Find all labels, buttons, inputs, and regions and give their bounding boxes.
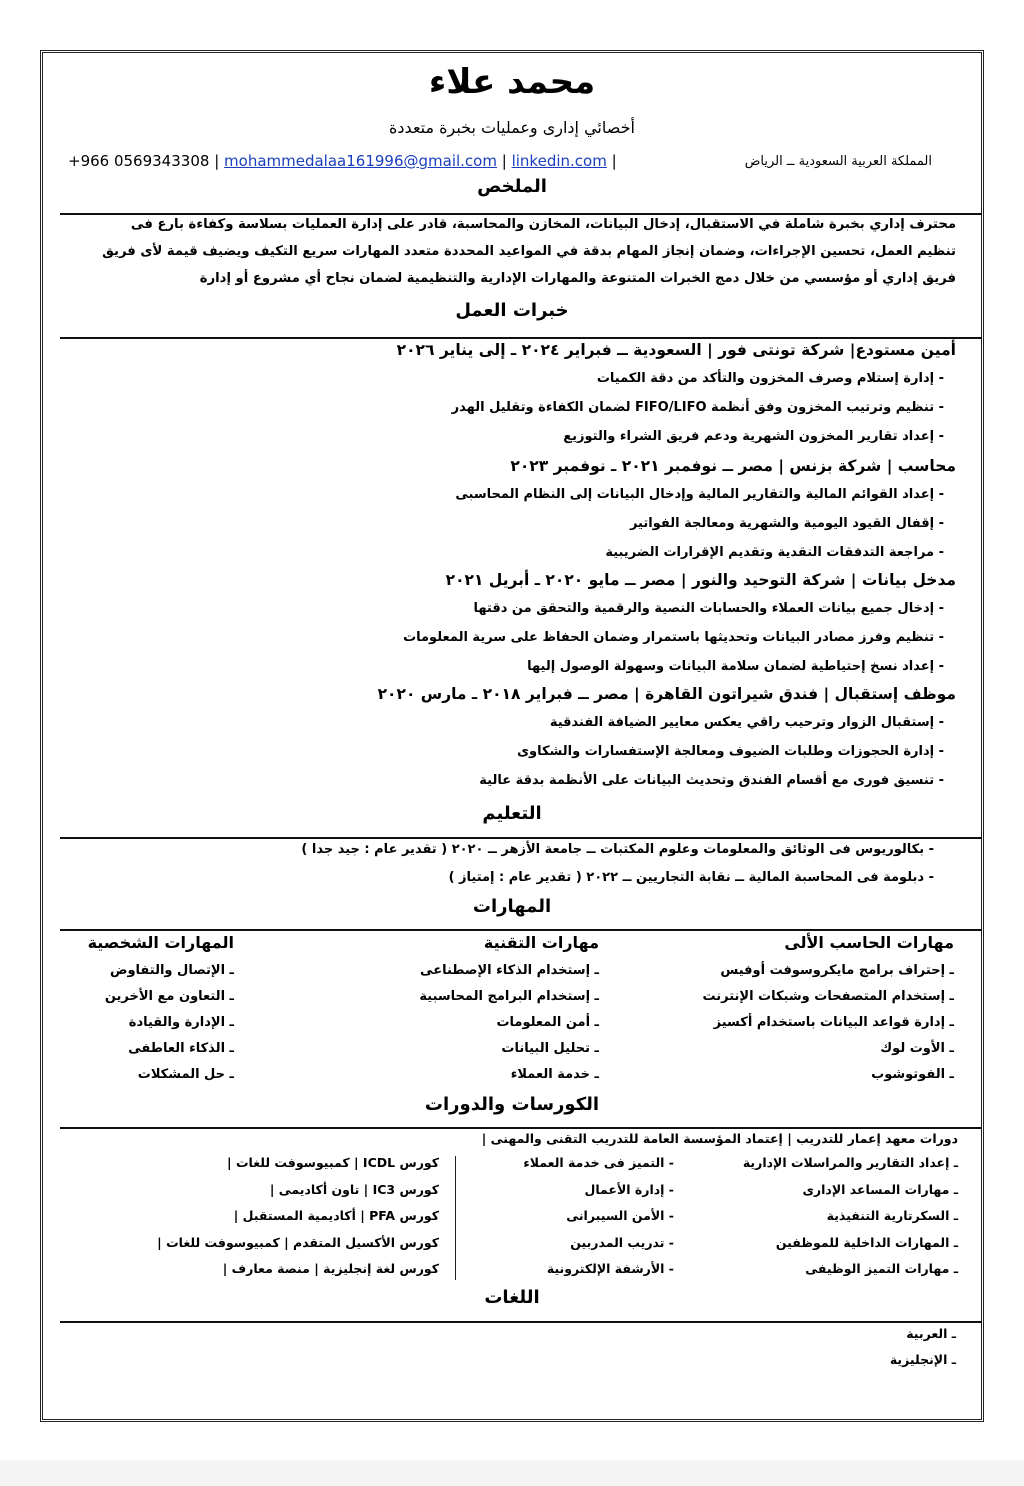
course-item: كورس لغة إنجليزية | منصة معارف | (222, 1261, 439, 1276)
job-bullet: - إدخال جميع بيانات العملاء والحسابات النصية والرقمية والتحقق من دقتها (473, 601, 944, 616)
skill-item: ـ أمن المعلومات (496, 1015, 599, 1030)
phone: +966 0569343308 (68, 152, 210, 170)
summary-line: تنظيم العمل، تحسين الإجراءات، وضمان إنجاز المهام بدقة في المواعيد المحددة متعدد المهارات سريع التكيف ويضيف قيمة لأى فريق (102, 244, 956, 259)
skill-item: ـ إستخدام البرامج المحاسبية (419, 989, 599, 1004)
job-title: محاسب | شركة بزنس | مصر ــ نوفمبر ٢٠٢١ ـ نوفمبر ٢٠٢٣ (510, 457, 956, 475)
job-bullet: - تنظيم وترتيب المخزون وفق أنظمة FIFO/LIFO لضمان الكفاءة وتقليل الهدر (451, 400, 944, 415)
job-bullet: - إعداد القوائم المالية والتقارير المالية وإدخال البيانات إلى النظام المحاسبى (455, 487, 944, 502)
job-bullet: - تنظيم وفرز مصادر البيانات وتحديثها باستمرار وضمان الحفاظ على سرية المعلومات (403, 630, 944, 645)
job-title: أخصائي إدارى وعمليات بخبرة متعددة (389, 118, 635, 137)
summary-heading: الملخص (477, 176, 547, 197)
course-item: ـ إعداد التقارير والمراسلات الإدارية (742, 1155, 958, 1170)
course-item: - التميز فى خدمة العملاء (523, 1155, 674, 1170)
job-bullet: - إدارة الحجوزات وطلبات الضيوف ومعالجة الإستفسارات والشكاوى (517, 744, 944, 759)
separator: | (611, 152, 617, 170)
skill-item: ـ الإدارة والقيادة (128, 1015, 234, 1030)
separator: | (501, 152, 507, 170)
job-bullet: - إستقبال الزوار وترحيب راقي يعكس معايير الضيافة الفندقية (549, 715, 944, 730)
course-item: ـ السكرتارية التنفيذية (826, 1208, 958, 1223)
education-item: - بكالوريوس فى الوثائق والمعلومات وعلوم المكتبات ــ جامعة الأزهر ــ ٢٠٢٠ ( تقدير عام : جيد جدا ) (301, 842, 934, 857)
skill-item: ـ تحليل البيانات (501, 1041, 599, 1056)
course-item: - إدارة الأعمال (584, 1181, 674, 1197)
skill-item: ـ إستخدام المتصفحات وشبكات الإنترنت (702, 989, 954, 1004)
separator: | (214, 152, 220, 170)
email-link[interactable]: mohammedalaa161996@gmail.com (224, 152, 497, 170)
skill-item: ـ التعاون مع الأخرين (104, 989, 234, 1004)
column-divider (455, 1156, 456, 1280)
course-item: ـ مهارات المساعد الإدارى (802, 1181, 958, 1197)
job-bullet: - إعداد نسخ إحتياطية لضمان سلامة البيانات وسهولة الوصول إليها (527, 659, 944, 674)
job-bullet: - إدارة إستلام وصرف المخزون والتأكد من دقة الكميات (596, 371, 944, 386)
course-item: كورس PFA | أكاديمية المستقبل | (233, 1208, 439, 1223)
candidate-name: محمد علاء (428, 62, 596, 102)
skill-item: ـ الإتصال والتفاوض (109, 963, 234, 978)
course-item: - الأرشفة الإلكترونية (546, 1261, 674, 1276)
divider (60, 337, 982, 339)
language-item: ـ العربية (906, 1326, 956, 1341)
skills-column-title: المهارات الشخصية (87, 933, 234, 952)
skill-item: ـ الأوت لوك (880, 1041, 954, 1056)
skill-item: ـ إستخدام الذكاء الإصطناعى (420, 963, 599, 978)
divider (60, 837, 982, 839)
contact-line (68, 152, 617, 170)
divider (60, 1321, 982, 1323)
linkedin-link[interactable]: linkedin.com (511, 152, 607, 170)
job-bullet: - تنسيق فورى مع أقسام الفندق وتحديث البيانات على الأنظمة بدقة عالية (479, 773, 944, 788)
job-title: مدخل بيانات | شركة التوحيد والنور | مصر ــ مايو ٢٠٢٠ ـ أبريل ٢٠٢١ (445, 571, 956, 589)
skill-item: ـ خدمة العملاء (510, 1067, 599, 1082)
summary-line: محترف إداري بخبرة شاملة في الاستقبال، إدخال البيانات، المخازن والمحاسبة، قادر على إدارة العمليات بسلاسة وكفاءة بارع فى (130, 217, 956, 232)
skills-column-title: مهارات التقنية (483, 933, 599, 952)
divider (60, 213, 982, 215)
job-title: موظف إستقبال | فندق شيراتون القاهرة | مصر ــ فبراير ٢٠١٨ ـ مارس ٢٠٢٠ (377, 685, 956, 703)
courses-intro: دورات معهد إعمار للتدريب | إعتماد المؤسسة العامة للتدريب التقنى والمهنى | (481, 1131, 958, 1146)
course-item: ـ المهارات الداخلية للموظفين (775, 1234, 958, 1250)
skill-item: ـ الذكاء العاطفى (128, 1041, 234, 1056)
skills-column-title: مهارات الحاسب الألى (784, 933, 954, 952)
course-item: كورس ICDL | كمبيوسوفت للغات | (227, 1155, 439, 1170)
education-heading: التعليم (482, 803, 542, 824)
job-bullet: - إعداد تقارير المخزون الشهرية ودعم فريق الشراء والتوزيع (563, 429, 944, 444)
skills-heading: المهارات (472, 896, 552, 917)
courses-heading: الكورسات والدورات (424, 1094, 600, 1115)
page-footer-strip (0, 1460, 1024, 1486)
divider (60, 1127, 982, 1129)
skill-item: ـ إحتراف برامج مايكروسوفت أوفيس (720, 963, 954, 978)
experience-heading: خبرات العمل (455, 300, 569, 321)
divider (60, 929, 982, 931)
skill-item: ـ الفوتوشوب (871, 1067, 954, 1082)
course-item: - تدريب المدربين (570, 1234, 674, 1250)
job-title: أمين مستودع| شركة تونتى فور | السعودية ــ فبراير ٢٠٢٤ ـ إلى يناير ٢٠٢٦ (396, 341, 956, 359)
course-item: كورس IC3 | تاون أكاديمى | (269, 1181, 439, 1197)
course-item: - الأمن السيبرانى (566, 1208, 674, 1223)
job-bullet: - إقفال القيود اليومية والشهرية ومعالجة الفواتير (629, 516, 944, 531)
skill-item: ـ إدارة قواعد البيانات باستخدام أكسيز (713, 1015, 954, 1030)
course-item: ـ مهارات التميز الوظيفى (805, 1261, 958, 1276)
course-item: كورس الأكسيل المتقدم | كمبيوسوفت للغات | (157, 1234, 439, 1250)
languages-heading: اللغات (484, 1287, 540, 1308)
summary-line: فريق إداري أو مؤسسي من خلال دمج الخبرات المتنوعة والمهارات الإدارية والتنظيمية لضمان نجاح أي مشروع أو إدارة (199, 271, 956, 286)
language-item: ـ الإنجليزية (889, 1352, 956, 1367)
skill-item: ـ حل المشكلات (137, 1067, 234, 1082)
job-bullet: - مراجعة التدفقات النقدية وتقديم الإقرارات الضريبية (605, 545, 944, 560)
location: المملكة العربية السعودية ــ الرياض (744, 154, 932, 169)
education-item: - دبلومة فى المحاسبة المالية ــ نقابة التجاريين ــ ٢٠٢٢ ( تقدير عام : إمتياز ) (448, 870, 934, 885)
